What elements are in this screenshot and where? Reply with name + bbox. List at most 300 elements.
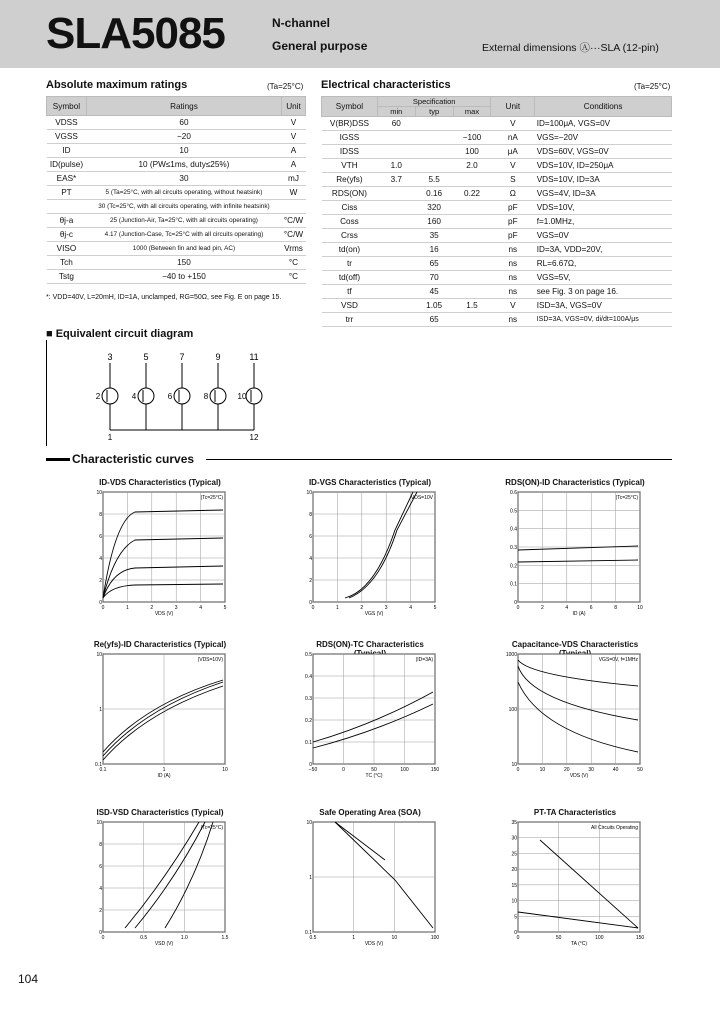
x-axis-label: VDS (V) [364, 941, 384, 947]
ec-max [453, 173, 491, 187]
chart-note: VGS=0V, f=1MHz [598, 657, 638, 663]
ec-row [322, 187, 672, 201]
ec-unit: ns [491, 271, 535, 285]
bottom-pin-label: 12 [249, 433, 259, 442]
ec-max [453, 243, 491, 257]
ec-row [322, 229, 672, 243]
ec-max: 2.0 [453, 159, 491, 173]
ec-row [322, 313, 672, 327]
amr-header-symbol: Symbol [47, 97, 87, 116]
amr-rating: −20 [86, 130, 281, 144]
ec-header-max: max [453, 107, 491, 117]
ec-typ: 65 [415, 313, 453, 327]
characteristic-chart [95, 652, 235, 790]
amr-symbol: ID [47, 144, 87, 158]
y-tick-label: 2 [99, 908, 102, 914]
amr-row [47, 214, 306, 228]
ec-conditions: ID=3A, VDD=20V, [535, 243, 672, 257]
ec-row [322, 173, 672, 187]
curves-header-rule [206, 459, 672, 460]
ec-typ: 70 [415, 271, 453, 285]
x-axis-label: ID (A) [572, 611, 586, 617]
ec-max [453, 117, 491, 131]
ec-symbol: Ciss [322, 201, 378, 215]
characteristic-chart [505, 652, 650, 790]
x-axis-label: VDS (V) [154, 611, 174, 617]
ec-conditions: VDS=10V, [535, 201, 672, 215]
ec-header-spec: Specification [377, 97, 491, 107]
y-tick-label: 5 [514, 914, 517, 921]
x-axis-label: TA (°C) [570, 941, 588, 947]
y-tick-label: 0.2 [305, 718, 312, 724]
y-tick-label: 0.1 [510, 581, 517, 588]
y-tick-label: 0 [514, 600, 517, 606]
x-tick-label: 4 [199, 605, 202, 611]
y-tick-label: 10 [306, 490, 312, 496]
ec-symbol: trr [322, 313, 378, 327]
x-tick-label: 50 [637, 767, 643, 773]
ec-symbol: tf [322, 285, 378, 299]
ec-typ [415, 145, 453, 159]
x-tick-label: 4 [409, 605, 412, 611]
amr-rating: 30 (Tc=25°C, with all circuits operating, with infinite heatsink) [86, 200, 281, 214]
x-tick-label: 40 [612, 767, 619, 773]
x-tick-label: 2 [150, 605, 154, 611]
ec-conditions: f=1.0MHz, [535, 215, 672, 229]
x-axis-label: TC (°C) [365, 773, 383, 779]
chart-note: All Circuits Operating [591, 825, 638, 831]
chart-note: (Tc=25°C) [200, 495, 223, 501]
y-tick-label: 15 [511, 882, 517, 889]
y-tick-label: 0.3 [305, 696, 312, 702]
y-tick-label: 4 [99, 556, 102, 562]
y-tick-label: 0 [99, 930, 102, 936]
y-tick-label: 35 [511, 820, 517, 826]
amr-unit: A [282, 158, 306, 172]
curves-title: Characteristic curves [72, 452, 195, 466]
x-tick-label: 10 [637, 605, 643, 611]
x-tick-label: 8 [614, 605, 617, 611]
mosfet-symbol [174, 388, 190, 404]
ec-min: 60 [377, 117, 415, 131]
amr-row [47, 172, 306, 186]
x-tick-label: 0 [342, 767, 345, 773]
x-tick-label: 20 [564, 767, 570, 773]
ec-max [453, 229, 491, 243]
y-tick-label: 4 [309, 556, 312, 562]
amr-row [47, 256, 306, 270]
x-tick-label: 100 [595, 935, 604, 941]
amr-unit: °C/W [282, 228, 306, 242]
plot-frame [103, 492, 225, 602]
x-tick-label: 0.5 [140, 935, 148, 941]
y-tick-label: 0.1 [95, 762, 102, 768]
ec-max [453, 201, 491, 215]
y-tick-label: 1 [99, 707, 102, 713]
x-tick-label: 5 [433, 605, 437, 611]
amr-unit: mJ [282, 172, 306, 186]
x-tick-label: 0.1 [99, 767, 107, 773]
x-axis-label: VGS (V) [364, 611, 384, 617]
gate-pin-label: 8 [203, 392, 209, 401]
equivalent-circuit-diagram [74, 350, 294, 442]
y-tick-label: 25 [511, 851, 517, 858]
x-tick-label: 3 [174, 605, 178, 611]
chart-note: (ID=3A) [415, 657, 433, 663]
y-tick-label: 0.6 [510, 490, 517, 496]
gate-pin-label: 2 [95, 392, 101, 401]
amr-header-ratings: Ratings [86, 97, 281, 116]
ec-symbol: td(off) [322, 271, 378, 285]
ec-max: −100 [453, 131, 491, 145]
curves-header [46, 452, 672, 466]
amr-rating: 150 [86, 256, 281, 270]
amr-rating: 60 [86, 116, 281, 130]
plot-frame [518, 822, 640, 932]
ec-max: 0.22 [453, 187, 491, 201]
ec-conditions: RL=6.67Ω, [535, 257, 672, 271]
ec-typ: 160 [415, 215, 453, 229]
y-tick-label: 0.2 [510, 563, 517, 570]
ec-header-conditions: Conditions [535, 97, 672, 117]
y-tick-label: 0.4 [510, 526, 517, 533]
amr-unit: W [282, 186, 306, 200]
y-tick-label: 6 [309, 534, 312, 540]
top-pin-label: 9 [215, 352, 221, 362]
ec-typ: 45 [415, 285, 453, 299]
ec-min [377, 201, 415, 215]
ec-header-min: min [377, 107, 415, 117]
x-tick-label: 0 [516, 935, 520, 941]
ec-typ: 16 [415, 243, 453, 257]
ec-row [322, 285, 672, 299]
x-axis-label: VDS (V) [569, 773, 589, 779]
chart-title: Capacitance-VDS Characteristics [511, 640, 639, 649]
amr-symbol: PT [47, 186, 87, 200]
y-tick-label: 6 [99, 864, 102, 870]
chart-title: RDS(ON)-TC Characteristics [316, 640, 424, 649]
part-number: SLA5085 [46, 9, 225, 58]
y-tick-label: 30 [511, 835, 517, 842]
ec-unit: nA [491, 131, 535, 145]
ec-max [453, 257, 491, 271]
ec-symbol: V(BR)DSS [322, 117, 378, 131]
x-tick-label: 1 [162, 767, 166, 773]
ec-min [377, 257, 415, 271]
ec-conditions: VDS=10V, ID=250μA [535, 159, 672, 173]
y-tick-label: 0.5 [305, 652, 312, 658]
y-tick-label: 10 [511, 898, 517, 905]
ec-max [453, 285, 491, 299]
ec-unit: V [491, 159, 535, 173]
ec-unit: pF [491, 215, 535, 229]
ec-unit: ns [491, 257, 535, 271]
mosfet-symbol [246, 388, 262, 404]
amr-unit: V [282, 116, 306, 130]
y-tick-label: 6 [99, 534, 102, 540]
circuit-section-rule [46, 340, 47, 446]
amr-rating: 1000 (Between fin and lead pin, AC) [86, 242, 281, 256]
x-axis-label: VSD (V) [154, 941, 174, 947]
top-pin-label: 5 [143, 352, 149, 362]
x-tick-label: 1 [352, 935, 356, 941]
ec-symbol: td(on) [322, 243, 378, 257]
amr-unit: A [282, 144, 306, 158]
ec-min [377, 187, 415, 201]
ec-unit: V [491, 117, 535, 131]
chart-title: ID-VGS Characteristics (Typical) [308, 478, 432, 487]
ec-conditions: VGS=0V [535, 229, 672, 243]
ec-conditions: VGS=4V, ID=3A [535, 187, 672, 201]
y-tick-label: 10 [511, 762, 517, 768]
y-tick-label: 8 [99, 842, 102, 848]
ec-row [322, 299, 672, 313]
y-tick-label: 0.1 [305, 930, 312, 936]
y-tick-label: 4 [99, 886, 102, 892]
y-tick-label: 0 [309, 600, 312, 606]
mosfet-symbol [138, 388, 154, 404]
amr-unit: °C [282, 256, 306, 270]
amr-rating: 4.17 (Junction-Case, Tc=25°C with all circuits operating) [86, 228, 281, 242]
x-tick-label: 1.0 [180, 935, 188, 941]
ec-typ [415, 159, 453, 173]
x-tick-label: 2 [360, 605, 364, 611]
ec-unit: pF [491, 201, 535, 215]
ec-unit: μA [491, 145, 535, 159]
y-tick-label: 2 [309, 578, 312, 584]
top-pin-label: 7 [179, 352, 185, 362]
ec-min [377, 131, 415, 145]
amr-symbol: θj-a [47, 214, 87, 228]
x-tick-label: 4 [565, 605, 569, 611]
ec-symbol: IGSS [322, 131, 378, 145]
ec-symbol: RDS(ON) [322, 187, 378, 201]
x-tick-label: 0.5 [309, 935, 317, 941]
x-tick-label: 150 [430, 767, 440, 773]
ec-row [322, 271, 672, 285]
amr-unit: °C [282, 270, 306, 284]
ec-min: 3.7 [377, 173, 415, 187]
y-tick-label: 1000 [505, 652, 517, 658]
y-tick-label: 0.5 [510, 508, 517, 515]
x-tick-label: 0 [101, 605, 105, 611]
mosfet-symbol [102, 388, 118, 404]
amr-row [47, 186, 306, 200]
x-tick-label: 2 [541, 605, 544, 611]
ec-unit: pF [491, 229, 535, 243]
plot-frame [313, 492, 435, 602]
x-tick-label: 3 [384, 605, 388, 611]
y-tick-label: 10 [306, 820, 312, 826]
ec-symbol: IDSS [322, 145, 378, 159]
ec-max: 100 [453, 145, 491, 159]
amr-row [47, 200, 306, 214]
characteristic-chart [95, 820, 235, 958]
amr-symbol: EAS* [47, 172, 87, 186]
ec-header-symbol: Symbol [322, 97, 378, 117]
x-tick-label: 30 [588, 767, 594, 773]
ec-max [453, 271, 491, 285]
y-tick-label: 0 [99, 600, 102, 606]
ec-row [322, 159, 672, 173]
ec-min [377, 243, 415, 257]
y-tick-label: 10 [96, 490, 102, 496]
ec-symbol: VSD [322, 299, 378, 313]
x-tick-label: 1.5 [221, 935, 229, 941]
ec-conditions: VGS=−20V [535, 131, 672, 145]
amr-table [46, 96, 306, 284]
ec-unit: ns [491, 313, 535, 327]
ec-conditions: ISD=3A, VGS=0V, di/dt=100A/μs [535, 313, 672, 327]
channel-type: N-channel [272, 16, 331, 30]
ec-max [453, 313, 491, 327]
y-tick-label: 20 [511, 867, 517, 874]
chart-title: RDS(ON)-ID Characteristics (Typical) [505, 478, 645, 487]
ec-min [377, 299, 415, 313]
ec-conditions: ISD=3A, VGS=0V [535, 299, 672, 313]
y-tick-label: 0.4 [305, 674, 312, 680]
purpose: General purpose [272, 39, 368, 53]
x-tick-label: 1 [126, 605, 129, 611]
top-pin-label: 11 [249, 352, 259, 362]
ec-typ: 0.16 [415, 187, 453, 201]
ec-row [322, 117, 672, 131]
amr-symbol: VISO [47, 242, 87, 256]
ec-title: Electrical characteristics [321, 79, 451, 91]
y-tick-label: 0.1 [305, 740, 312, 746]
ec-min [377, 313, 415, 327]
amr-title: Absolute maximum ratings [46, 79, 188, 91]
ec-row [322, 243, 672, 257]
x-tick-label: 50 [555, 935, 562, 941]
x-tick-label: 0 [101, 935, 105, 941]
characteristic-chart [305, 820, 445, 958]
characteristic-chart [305, 490, 445, 628]
chart-title: ISD-VSD Characteristics (Typical) [96, 808, 224, 817]
ec-row [322, 131, 672, 145]
x-tick-label: 100 [400, 767, 409, 773]
x-tick-label: 1 [336, 605, 339, 611]
x-tick-label: 10 [222, 767, 228, 773]
amr-row [47, 158, 306, 172]
x-tick-label: 0 [311, 605, 315, 611]
amr-symbol [47, 200, 87, 214]
x-tick-label: 10 [391, 935, 398, 941]
ec-conditions: VDS=60V, VGS=0V [535, 145, 672, 159]
y-tick-label: 1 [309, 875, 312, 881]
top-pin-label: 3 [107, 352, 113, 362]
ec-min: 1.0 [377, 159, 415, 173]
chart-title: ID-VDS Characteristics (Typical) [99, 478, 221, 487]
ec-row [322, 215, 672, 229]
x-tick-label: 150 [635, 935, 645, 941]
curves-header-bar [46, 458, 70, 461]
amr-rating: 5 (Ta=25°C, with all circuits operating, without heatsink) [86, 186, 281, 200]
x-tick-label: 10 [539, 767, 546, 773]
amr-symbol: VGSS [47, 130, 87, 144]
amr-unit: V [282, 130, 306, 144]
ec-symbol: VTH [322, 159, 378, 173]
x-tick-label: 100 [430, 935, 440, 941]
ec-min [377, 215, 415, 229]
ec-header-typ: typ [415, 107, 453, 117]
amr-row [47, 242, 306, 256]
ec-unit: V [491, 299, 535, 313]
characteristic-chart [95, 490, 235, 628]
amr-unit: °C/W [282, 214, 306, 228]
amr-condition: (Ta=25°C) [267, 82, 304, 91]
amr-rating: 10 (PW≤1ms, duty≤25%) [86, 158, 281, 172]
ec-min [377, 229, 415, 243]
circuit-title: ■ Equivalent circuit diagram [46, 328, 194, 340]
amr-row [47, 270, 306, 284]
ec-table [321, 96, 672, 327]
gate-pin-label: 4 [131, 392, 137, 401]
y-tick-label: 0 [514, 930, 517, 936]
amr-symbol: ID(pulse) [47, 158, 87, 172]
chart-title: Safe Operating Area (SOA) [319, 808, 421, 817]
chart-note: (Tc=25°C) [615, 495, 638, 501]
characteristic-chart [305, 652, 445, 790]
ec-typ: 35 [415, 229, 453, 243]
amr-unit [282, 200, 306, 214]
characteristic-chart [510, 820, 650, 958]
y-tick-label: 8 [309, 512, 312, 518]
mosfet-symbol [210, 388, 226, 404]
ec-conditions: VGS=5V, [535, 271, 672, 285]
chart-title: Re(yfs)-ID Characteristics (Typical) [93, 640, 227, 649]
ec-unit: S [491, 173, 535, 187]
ec-conditions: VDS=10V, ID=3A [535, 173, 672, 187]
gate-pin-label: 10 [237, 392, 247, 401]
amr-symbol: VDSS [47, 116, 87, 130]
ec-typ [415, 117, 453, 131]
amr-rating: −40 to +150 [86, 270, 281, 284]
chart-note: (VDS=10V) [197, 657, 223, 663]
ec-row [322, 201, 672, 215]
amr-row [47, 144, 306, 158]
amr-row [47, 130, 306, 144]
amr-unit: Vrms [282, 242, 306, 256]
chart-note: (Tc=25°C) [200, 825, 223, 831]
ec-min [377, 271, 415, 285]
ec-max: 1.5 [453, 299, 491, 313]
ec-symbol: Coss [322, 215, 378, 229]
amr-footnote: *: VDD=40V, L=20mH, ID=1A, unclamped, RG=50Ω, see Fig. E on page 15. [46, 294, 282, 301]
amr-rating: 30 [86, 172, 281, 186]
chart-note: VDS=10V [410, 495, 433, 501]
y-tick-label: 10 [96, 652, 102, 658]
ec-symbol: tr [322, 257, 378, 271]
x-tick-label: 0 [516, 767, 520, 773]
ec-conditions: see Fig. 3 on page 16. [535, 285, 672, 299]
y-tick-label: 8 [99, 512, 102, 518]
ec-typ [415, 131, 453, 145]
ec-typ: 5.5 [415, 173, 453, 187]
x-tick-label: −50 [308, 767, 318, 773]
ec-min [377, 285, 415, 299]
ec-header-unit: Unit [491, 97, 535, 117]
amr-row [47, 228, 306, 242]
ec-min [377, 145, 415, 159]
ec-unit: ns [491, 243, 535, 257]
bottom-pin-label: 1 [107, 433, 113, 442]
x-axis-label: ID (A) [157, 773, 171, 779]
y-tick-label: 0.3 [510, 545, 517, 551]
x-tick-label: 50 [371, 767, 377, 773]
ec-unit: Ω [491, 187, 535, 201]
ec-symbol: Re(yfs) [322, 173, 378, 187]
